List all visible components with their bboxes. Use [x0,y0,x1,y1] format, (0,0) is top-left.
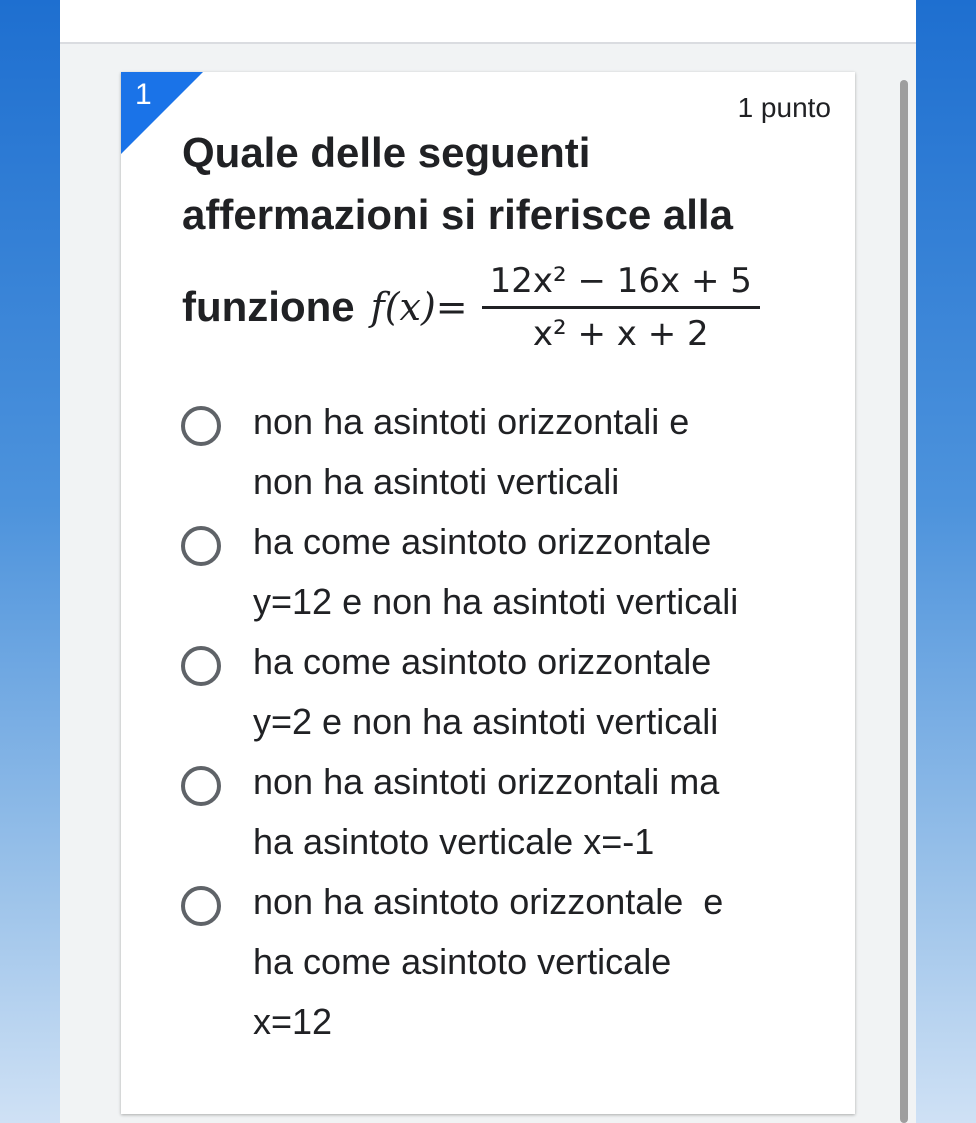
option-5[interactable] [181,872,841,1052]
option-text: y=12 e non ha asintoti verticali [253,581,739,622]
formula-fraction [482,256,760,359]
points-label: 1 punto [737,92,831,123]
options-list [181,392,841,1052]
formula-prefix: funzione [182,283,355,330]
option-4[interactable] [181,752,841,872]
option-text: y=2 e non ha asintoti verticali [253,701,719,742]
radio-button[interactable] [181,526,221,566]
formula-numerator: 12x² − 16x + 5 [482,256,760,309]
background-left-panel [0,0,60,1123]
question-number: 1 [135,78,152,111]
option-text: non ha asintoti orizzontali ma [253,761,720,802]
previous-card-edge [60,0,916,44]
formula-lhs: f(x)= [370,285,468,329]
option-1[interactable] [181,392,841,512]
option-text: ha asintoto verticale x=-1 [253,821,655,862]
option-text: ha come asintoto verticale [253,941,672,982]
formula [182,252,760,362]
option-text: ha come asintoto orizzontale [253,641,712,682]
option-text: non ha asintoto orizzontale e [253,881,724,922]
option-text: non ha asintoti verticali [253,461,620,502]
scrollbar[interactable] [900,80,908,1123]
radio-button[interactable] [181,646,221,686]
radio-button[interactable] [181,766,221,806]
option-text: non ha asintoti orizzontali e [253,401,690,442]
radio-button[interactable] [181,886,221,926]
option-text: ha come asintoto orizzontale [253,521,712,562]
option-text: x=12 [253,1001,333,1042]
question-text: Quale delle seguenti affermazioni si riferisce alla [182,129,733,238]
question-card [121,72,855,1114]
option-3[interactable] [181,632,841,752]
formula-denominator: x² + x + 2 [532,313,709,354]
background-right-panel [916,0,976,1123]
radio-button[interactable] [181,406,221,446]
option-2[interactable] [181,512,841,632]
